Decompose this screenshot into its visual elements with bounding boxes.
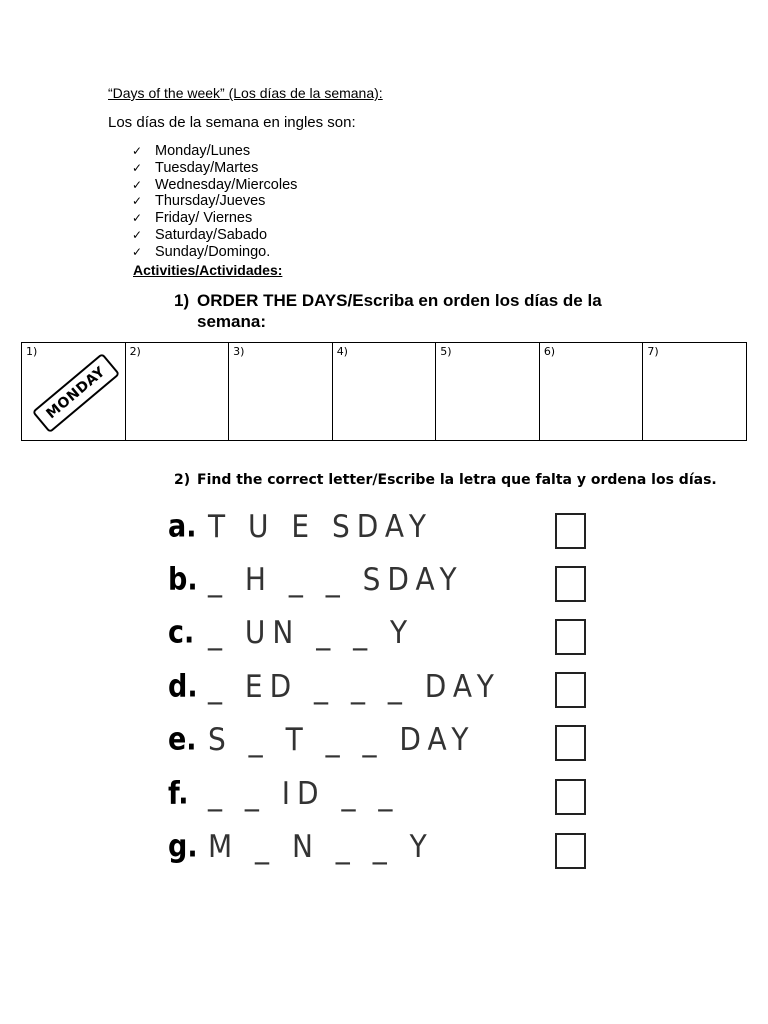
activities-heading: Activities/Actividades: [133,262,283,278]
section-2-heading [174,472,717,488]
check-icon: ✓ [132,227,143,242]
list-item [132,210,297,227]
puzzle-letter: c. [168,614,195,650]
puzzle-letter: f. [168,775,189,811]
puzzle-word: _ ED _ _ _ DAY [208,667,501,705]
list-item [132,143,297,160]
answer-box[interactable] [555,513,586,549]
answer-box[interactable] [555,779,586,815]
order-cell-1[interactable] [22,343,126,441]
cell-number: 4) [336,345,348,358]
intro-text: Los días de la semana en ingles son: [108,114,356,131]
puzzle-row [168,557,464,601]
day-label: Wednesday/Miercoles [155,176,298,193]
check-icon: ✓ [132,194,143,209]
puzzle-row [168,504,433,548]
order-cell-4[interactable] [332,343,436,441]
puzzle-letter: b. [168,561,198,597]
list-item [132,177,297,194]
order-cell-6[interactable] [539,343,643,441]
puzzle-word: _ _ ID _ _ [208,774,400,812]
cell-number: 2) [129,345,141,358]
answer-box[interactable] [555,725,586,761]
answer-box[interactable] [555,566,586,602]
check-icon: ✓ [132,244,143,259]
cell-number: 3) [233,345,245,358]
monday-stamp: MONDAY [32,353,120,434]
puzzle-word: M _ N _ _ Y [208,827,434,865]
check-icon: ✓ [132,160,143,175]
order-days-table [21,342,747,441]
puzzle-row [168,824,434,868]
list-item [132,160,297,177]
check-icon: ✓ [132,177,143,192]
order-cell-3[interactable] [229,343,333,441]
list-item [132,227,297,244]
cell-number: 5) [440,345,452,358]
puzzle-word: T U E SDAY [208,507,433,545]
cell-number: 7) [647,345,659,358]
day-label: Thursday/Jueves [155,193,266,210]
day-label: Sunday/Domingo. [155,243,271,260]
puzzle-letter: d. [168,668,198,704]
puzzle-letter: e. [168,721,197,757]
puzzle-word: S _ T _ _ DAY [208,720,476,758]
puzzle-letter: g. [168,828,198,864]
check-icon: ✓ [132,211,143,226]
list-item [132,244,297,261]
day-label: Monday/Lunes [155,143,251,159]
answer-box[interactable] [555,833,586,869]
document-title: “Days of the week” (Los días de la semana): [108,85,383,101]
cell-number: 6) [543,345,556,358]
puzzle-letter: a. [168,508,197,544]
puzzle-row [168,771,399,815]
day-label: Saturday/Sabado [155,226,268,243]
day-label: Friday/ Viernes [155,210,253,227]
order-cell-5[interactable] [436,343,540,441]
days-list [132,143,297,261]
list-item [132,193,297,210]
section-1-line1: ORDER THE DAYS/Escriba en orden los días de la [197,291,602,310]
section-2-text: Find the correct letter/Escribe la letra que falta y ordena los días. [197,472,717,488]
puzzle-row [168,610,414,654]
section-1-number: 1) [174,291,190,310]
answer-box[interactable] [555,672,586,708]
puzzle-word: _ H _ _ SDAY [208,560,464,598]
order-cell-2[interactable] [125,343,229,441]
puzzle-word: _ UN _ _ Y [208,613,415,651]
section-1-line2: semana: [197,312,266,331]
day-label: Tuesday/Martes [155,159,259,176]
section-1-heading [174,290,654,332]
order-cell-7[interactable] [643,343,747,441]
check-icon: ✓ [132,144,143,158]
puzzle-row [168,717,476,761]
answer-box[interactable] [555,619,586,655]
section-2-number: 2) [174,472,191,488]
cell-number: 1) [26,345,38,358]
puzzle-row [168,664,501,708]
